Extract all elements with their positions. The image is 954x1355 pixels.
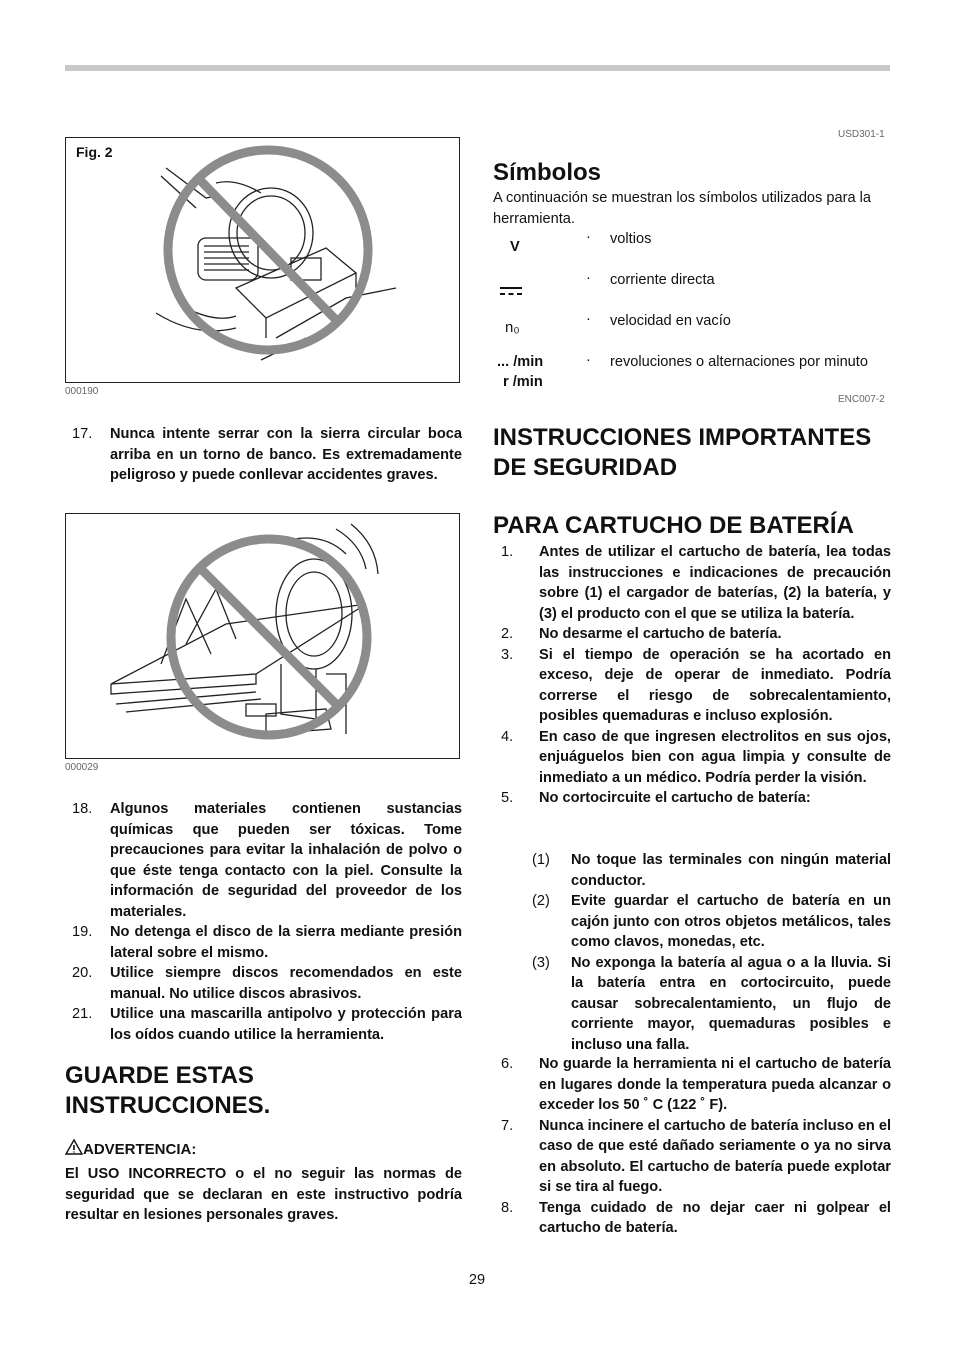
bullet: · bbox=[586, 352, 591, 368]
no-load-speed-symbol: n₀ bbox=[505, 319, 520, 336]
item-text: No toque las terminales con ningún material conductor. bbox=[571, 852, 891, 889]
heading-line: INSTRUCCIONES. bbox=[65, 1092, 271, 1119]
list-item bbox=[493, 645, 891, 727]
sub-list-item bbox=[493, 850, 891, 891]
sub-list-item bbox=[493, 891, 891, 953]
item-text: No exponga la batería al agua o a la lluvia. Si la batería entra en cortocircuito, puede causar sobrecalentamiento, un flujo de corriente mayor, quemaduras posibles e incluso una falla. bbox=[571, 954, 891, 1053]
item-text: No detenga el disco de la sierra mediante presión lateral sobre el mismo. bbox=[110, 924, 462, 961]
page-number: 29 bbox=[468, 1272, 486, 1288]
item-number: 19. bbox=[72, 924, 93, 940]
header-rule bbox=[65, 65, 890, 71]
list-item bbox=[493, 1198, 891, 1239]
figure-label: Fig. 2 bbox=[76, 144, 113, 160]
warning-text: El USO INCORRECTO o el no seguir las normas de seguridad que se declaran en este instructivo podría resultar en lesiones personales graves. bbox=[65, 1166, 462, 1223]
sub-list-item bbox=[493, 953, 891, 1056]
list-item bbox=[493, 624, 891, 645]
bullet: · bbox=[586, 229, 591, 245]
symbols-intro: A continuación se muestran los símbolos utilizados para la herramienta. bbox=[493, 190, 872, 227]
heading-line: INSTRUCCIONES IMPORTANTES bbox=[493, 424, 872, 451]
item-text: Algunos materiales contienen sustancias químicas que pueden ser tóxicas. Tome precauciones para evitar la inhalación de polvo o que éste tenga contacto con la piel. Consulte la información de seguridad del proveedor de los materiales. bbox=[110, 801, 462, 920]
keep-instructions-heading bbox=[65, 1061, 270, 1121]
list-item bbox=[65, 963, 462, 1004]
item-number: 7. bbox=[501, 1117, 514, 1134]
symbol-desc: velocidad en vacío bbox=[610, 313, 731, 329]
heading-line: DE SEGURIDAD bbox=[493, 454, 678, 481]
sub-item-number: (3) bbox=[532, 954, 550, 971]
volt-symbol: V bbox=[510, 239, 520, 255]
figure-2-box bbox=[65, 137, 460, 383]
item-text: Utilice siempre discos recomendados en este manual. No utilice discos abrasivos. bbox=[110, 965, 462, 1002]
saw-upside-down-illustration bbox=[66, 138, 459, 382]
symbol-desc: corriente directa bbox=[610, 272, 715, 288]
item-number: 20. bbox=[72, 965, 93, 981]
item-text: Evite guardar el cartucho de batería en un cajón junto con otros objetos metálicos, tales como clavos, monedas, etc. bbox=[571, 893, 891, 950]
bullet: · bbox=[586, 311, 591, 327]
item-text: Nunca incinere el cartucho de batería incluso en el caso de que esté dañado seriamente o ya no sirva en absoluto. El cartucho de batería puede explotar si se tira al fuego. bbox=[539, 1117, 891, 1195]
symbols-title: Símbolos bbox=[493, 159, 602, 186]
symbol-desc: voltios bbox=[610, 231, 652, 247]
item-number: 18. bbox=[72, 801, 93, 817]
item-number: 6. bbox=[501, 1056, 514, 1072]
item-number: 4. bbox=[501, 728, 514, 745]
list-item bbox=[493, 788, 891, 809]
safety-list-a bbox=[65, 424, 462, 486]
item-text: Antes de utilizar el cartucho de batería, lea todas las instrucciones e indicaciones de precaución sobre (1) el cargador de baterías, (2) la batería, y (3) el producto con el que se utiliza la batería. bbox=[539, 544, 891, 622]
important-safety-heading bbox=[493, 423, 871, 483]
item-text: No guarde la herramienta ni el cartucho de batería en lugares donde la temperatura pueda alcanzar o exceder los 50 ˚ C (122 ˚ F). bbox=[539, 1056, 891, 1113]
list-item bbox=[65, 799, 462, 922]
item-number: 5. bbox=[501, 790, 514, 806]
list-item bbox=[65, 1004, 462, 1045]
symbol-desc: revoluciones o alternaciones por minuto bbox=[610, 354, 868, 370]
battery-heading: PARA CARTUCHO DE BATERÍA bbox=[493, 512, 854, 539]
battery-list-b bbox=[493, 1054, 891, 1239]
direct-current-icon bbox=[500, 284, 522, 300]
battery-list-a bbox=[493, 542, 891, 809]
item-number: 17. bbox=[72, 426, 93, 442]
saw-side-pressure-illustration bbox=[66, 514, 459, 758]
warning-title bbox=[65, 1139, 196, 1158]
item-text: En caso de que ingresen electrolitos en sus ojos, enjuáguelos bien con agua limpia y consulte de inmediato a un médico. Podría perder la visión. bbox=[539, 728, 891, 786]
warning-title-text: ADVERTENCIA: bbox=[83, 1141, 197, 1158]
item-number: 8. bbox=[501, 1199, 514, 1216]
item-text: Si el tiempo de operación se ha acortado en exceso, deje de operar de inmediato. Podría correrse el riesgo de sobrecalentamiento, posibles quemaduras e incluso explosión. bbox=[539, 646, 891, 724]
item-text: Nunca intente serrar con la sierra circular boca arriba en un torno de banco. Es extremadamente peligroso y puede conllevar accidentes graves. bbox=[110, 426, 462, 483]
list-item bbox=[493, 542, 891, 624]
item-number: 2. bbox=[501, 626, 514, 642]
warning-triangle-icon bbox=[65, 1139, 83, 1155]
item-text: No cortocircuite el cartucho de batería: bbox=[539, 790, 811, 806]
item-text: No desarme el cartucho de batería. bbox=[539, 626, 782, 642]
heading-line: GUARDE ESTAS bbox=[65, 1062, 254, 1089]
figure-code: 000190 bbox=[65, 386, 99, 397]
list-item bbox=[493, 727, 891, 789]
list-item bbox=[65, 424, 462, 486]
figure-code: 000029 bbox=[65, 762, 99, 773]
item-number: 21. bbox=[72, 1006, 93, 1022]
battery-sub-list bbox=[493, 850, 891, 1055]
item-number: 3. bbox=[501, 646, 514, 663]
sub-item-number: (2) bbox=[532, 893, 550, 909]
sub-item-number: (1) bbox=[532, 852, 550, 868]
bullet: · bbox=[586, 270, 591, 286]
item-number: 1. bbox=[501, 544, 514, 560]
list-item bbox=[493, 1116, 891, 1198]
revolutions-symbol: r /min bbox=[503, 374, 543, 390]
item-text: Tenga cuidado de no dejar caer ni golpear el cartucho de batería. bbox=[539, 1199, 891, 1236]
safety-list-b bbox=[65, 799, 462, 1045]
section-code: USD301-1 bbox=[838, 129, 885, 140]
list-item bbox=[65, 922, 462, 963]
per-minute-symbol: ... /min bbox=[497, 354, 544, 370]
figure-saw-box bbox=[65, 513, 460, 759]
section-code: ENC007-2 bbox=[838, 394, 885, 405]
list-item bbox=[493, 1054, 891, 1116]
item-text: Utilice una mascarilla antipolvo y protección para los oídos cuando utilice la herramienta. bbox=[110, 1006, 462, 1043]
